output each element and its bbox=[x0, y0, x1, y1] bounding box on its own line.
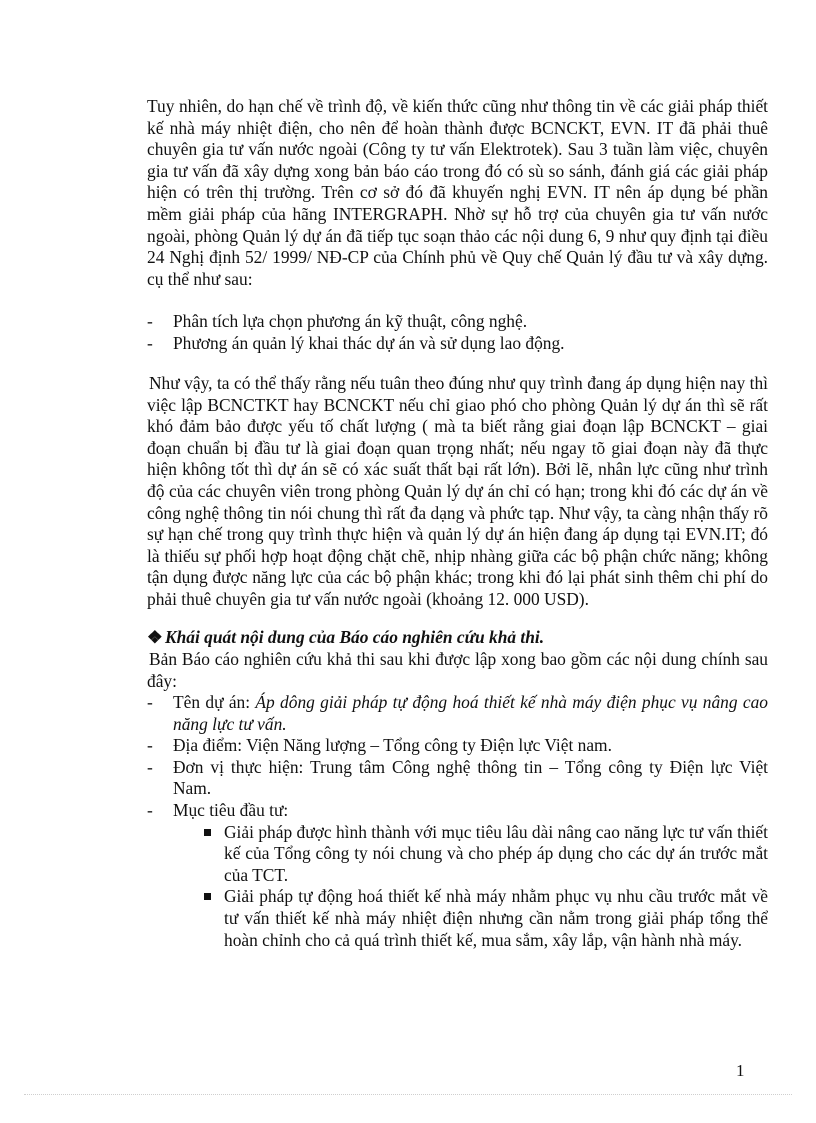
paragraph-1 bbox=[147, 96, 768, 290]
footer-divider bbox=[24, 1094, 792, 1095]
paragraph-2 bbox=[147, 373, 768, 611]
square-bullet-icon bbox=[204, 829, 211, 836]
goal-item: Giải pháp tự động hoá thiết kế nhà máy nhằm phục vụ nhu cầu trước mắt về tư vấn thiết kế nhà máy nhiệt điện nhưng cần nằm trong giải pháp tổng thể hoàn chỉnh cho cả quá trình thiết kế, mua sắm, xây lắp, vận hành nhà máy. bbox=[199, 886, 768, 951]
list-project-info bbox=[147, 692, 768, 951]
page-number: 1 bbox=[736, 1061, 745, 1080]
list-item-goals: - Mục tiêu đầu tư: Giải pháp được hình thành với mục tiêu lâu dài nâng cao năng lực tư vấn thiết kế của Tổng công ty nói chung và cho phép áp dụng cho các dự án trước mắt của TCT. Giải pháp tự động hoá thiết kế nhà máy nhằm phục vụ nhu cầu trước mắt về tư vấn thiết kế nhà máy nhiệt điện nhưng cần nằm trong giải pháp tổng thể hoàn chỉnh cho cả quá trình thiết kế, mua sắm, xây lắp, vận hành nhà máy. bbox=[147, 799, 768, 950]
list-item-unit: - Đơn vị thực hiện: Trung tâm Công nghệ thông tin – Tổng công ty Điện lực Việt Nam. bbox=[147, 756, 768, 799]
goal-item: Giải pháp được hình thành với mục tiêu lâu dài nâng cao năng lực tư vấn thiết kế của Tổng công ty nói chung và cho phép áp dụng cho các dự án trước mắt của TCT. bbox=[199, 822, 768, 887]
list-methods bbox=[147, 311, 768, 354]
paragraph-2-text: Như vậy, ta có thể thấy rằng nếu tuân theo đúng như quy trình đang áp dụng hiện nay thì việc lập BCNCTKT hay BCNCKT nếu chỉ giao phó cho phòng Quản lý dự án thì sẽ rất khó đảm bảo được yếu tố chất lượng ( mà ta biết rằng giai đoạn lập BCNCKT – giai đoạn chuẩn bị đầu tư là giai đoạn quan trọng nhất; nếu ngay tõ giai đoạn này đã thực hiện không tốt thì dự án sẽ có xác suất thất bại rất lớn). Bởi lẽ, nhân lực cũng như trình độ của các chuyên viên trong phòng Quản lý dự án chỉ có hạn; trong khi đó các dự án về công nghệ thông tin nói chung thì rất đa dạng và phức tạp. Như vậy, ta càng nhận thấy rõ sự hạn chế trong quy trình thực hiện và quản lý dự án hiện đang áp dụng tại EVN.IT; đó là thiếu sự phối hợp hoạt động chặt chẽ, nhịp nhàng giữa các bộ phận chức năng; không tận dụng được năng lực của các bộ phận khác; trong khi đó lại phát sinh thêm chi phí do phải thuê chuyên gia tư vấn nước ngoài (khoảng 12. 000 USD). bbox=[147, 373, 768, 609]
list-item: - Phân tích lựa chọn phương án kỹ thuật, công nghệ. bbox=[147, 311, 528, 331]
square-bullet-icon bbox=[204, 893, 211, 900]
list-item-location: - Địa điểm: Viện Năng lượng – Tổng công ty Điện lực Việt nam. bbox=[147, 735, 612, 756]
list-item: - Phương án quản lý khai thác dự án và sử dụng lao động. bbox=[147, 332, 565, 353]
paragraph-3-text: Bản Báo cáo nghiên cứu khả thi sau khi được lập xong bao gồm các nội dung chính sau đây: bbox=[147, 649, 768, 691]
section-heading-text: Khái quát nội dung của Báo cáo nghiên cứu khả thi. bbox=[165, 627, 545, 647]
section-heading bbox=[147, 627, 768, 649]
diamond-bullet-icon: ❖ bbox=[147, 627, 163, 647]
paragraph-1-text: Tuy nhiên, do hạn chế về trình độ, về kiến thức cũng như thông tin về các giải pháp thiết kế nhà máy nhiệt điện, cho nên để hoàn thành được BCNCKT, EVN. IT đã phải thuê chuyên gia tư vấn nước ngoài (Công ty tư vấn Elektrotek). Sau 3 tuần làm việc, chuyên gia tư vấn đã xây dựng xong bản báo cáo trong đó có sù so sánh, đánh giá các giải pháp hiện có trên thị trường. Trên cơ sở đó đã khuyến nghị EVN. IT nên áp dụng bé phần mềm giải pháp của hãng INTERGRAPH. Nhờ sự hỗ trợ của chuyên gia tư vấn nước ngoài, phòng Quản lý dự án đã tiếp tục soạn thảo các nội dung 6, 9 như quy định tại điều 24 Nghị định 52/ 1999/ NĐ-CP của Chính phủ về Quy chế Quản lý đầu tư và xây dựng. cụ thể như sau: bbox=[147, 96, 768, 289]
list-item-project-name: - Tên dự án: Áp dông giải pháp tự động hoá thiết kế nhà máy điện phục vụ nâng cao năng lực tư vấn. bbox=[147, 692, 768, 734]
goals-list bbox=[199, 822, 768, 952]
paragraph-3 bbox=[147, 649, 768, 692]
